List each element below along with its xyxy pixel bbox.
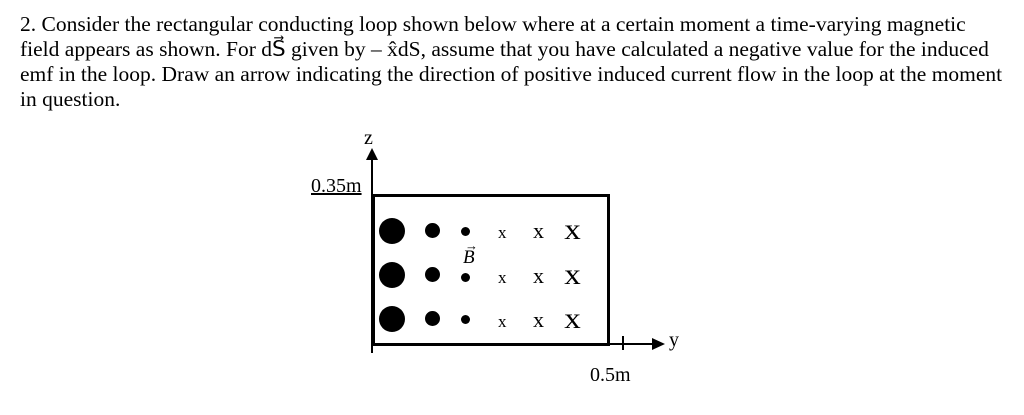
field-dot-medium (425, 223, 440, 238)
field-dot-large (379, 306, 405, 332)
field-cross-large: x (564, 258, 581, 291)
y-axis-arrow-icon (652, 338, 665, 350)
field-dot-small (461, 315, 470, 324)
field-dot-small (461, 227, 470, 236)
field-cross-small: x (498, 268, 507, 287)
field-cross-small: x (498, 223, 507, 242)
problem-text: 2. Consider the rectangular conducting loop shown below where at a certain moment a time-varying magnetic field appears as shown. For dS⃗ given by – x̂dS, assume that you have calculated a negative value for the induced emf in the loop. Draw an arrow indicating the direction of positive induced current flow in the loop at the moment in question. (20, 12, 1003, 111)
vector-arrow-icon: → (465, 238, 478, 253)
field-cross-medium: x (533, 218, 544, 243)
field-cross-medium: x (533, 307, 544, 332)
y-tick (622, 336, 624, 350)
z-axis-arrow-icon (366, 148, 378, 160)
field-cross-medium: x (533, 263, 544, 288)
magnetic-field-symbol: B (463, 247, 475, 268)
field-cross-large: x (564, 302, 581, 335)
field-dot-medium (425, 311, 440, 326)
field-dot-small (461, 273, 470, 282)
z-axis-label: z (364, 127, 373, 149)
y-axis-label: y (669, 329, 679, 351)
field-dot-large (379, 218, 405, 244)
field-dot-large (379, 262, 405, 288)
field-dot-medium (425, 267, 440, 282)
z-tick-label: 0.35m (311, 175, 362, 197)
y-tick-label: 0.5m (590, 364, 631, 386)
field-cross-large: x (564, 213, 581, 246)
field-cross-small: x (498, 312, 507, 331)
problem-statement (20, 12, 1005, 112)
magnetic-field-label (463, 238, 478, 269)
